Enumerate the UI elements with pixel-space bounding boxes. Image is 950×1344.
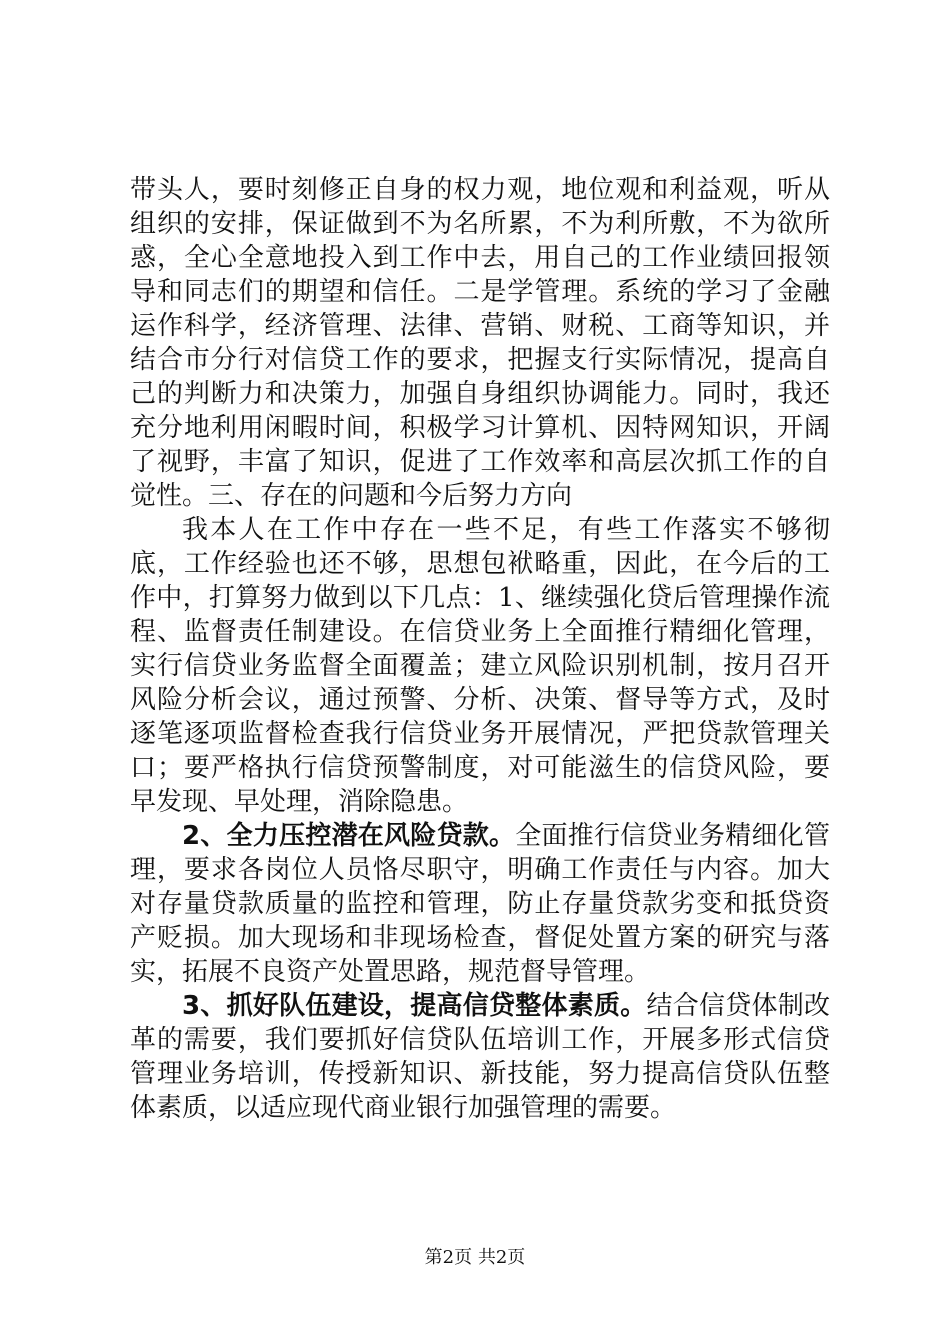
paragraph-4-text: 结合信贷体制改革的需要，我们要抓好信贷队伍培训工作，开展多形式信贷管理业务培训，传授新知识、新技能，努力提高信贷队伍整体素质，以适应现代商业银行加强管理的需要。: [130, 991, 830, 1123]
paragraph-3: [130, 819, 830, 989]
document-body: [130, 173, 830, 1125]
paragraph-4: [130, 989, 830, 1125]
paragraph-1: 带头人，要时刻修正自身的权力观，地位观和利益观，听从组织的安排，保证做到不为名所累，不为利所敷，不为欲所惑，全心全意地投入到工作中去，用自己的工作业绩回报领导和同志们的期望和信任。二是学管理。系统的学习了金融运作科学，经济管理、法律、营销、财税、工商等知识，并结合市分行对信贷工作的要求，把握支行实际情况，提高自己的判断力和决策力，加强自身组织协调能力。同时，我还充分地利用闲暇时间，积极学习计算机、因特网知识，开阔了视野，丰富了知识，促进了工作效率和高层次抓工作的自觉性。三、存在的问题和今后努力方向: [130, 175, 830, 511]
paragraph-4-heading: 3、抓好队伍建设，提高信贷整体素质。: [182, 991, 647, 1021]
page-footer: 第2页 共2页: [424, 1247, 526, 1268]
paragraph-3-text: 全面推行信贷业务精细化管理，要求各岗位人员恪尽职守，明确工作责任与内容。加大对存量贷款质量的监控和管理，防止存量贷款劣变和抵贷资产贬损。加大现场和非现场检查，督促处置方案的研究与落实，拓展不良资产处置思路，规范督导管理。: [130, 821, 830, 987]
paragraph-3-heading: 2、全力压控潜在风险贷款。: [182, 821, 516, 851]
paragraph-2: 我本人在工作中存在一些不足，有些工作落实不够彻底，工作经验也还不够，思想包袱略重，因此，在今后的工作中，打算努力做到以下几点：1、继续强化贷后管理操作流程、监督责任制建设。在信贷业务上全面推行精细化管理，实行信贷业务监督全面覆盖；建立风险识别机制，按月召开风险分析会议，通过预警、分析、决策、督导等方式，及时逐笔逐项监督检查我行信贷业务开展情况，严把贷款管理关口；要严格执行信贷预警制度，对可能滋生的信贷风险，要早发现、早处理，消除隐患。: [130, 515, 830, 817]
